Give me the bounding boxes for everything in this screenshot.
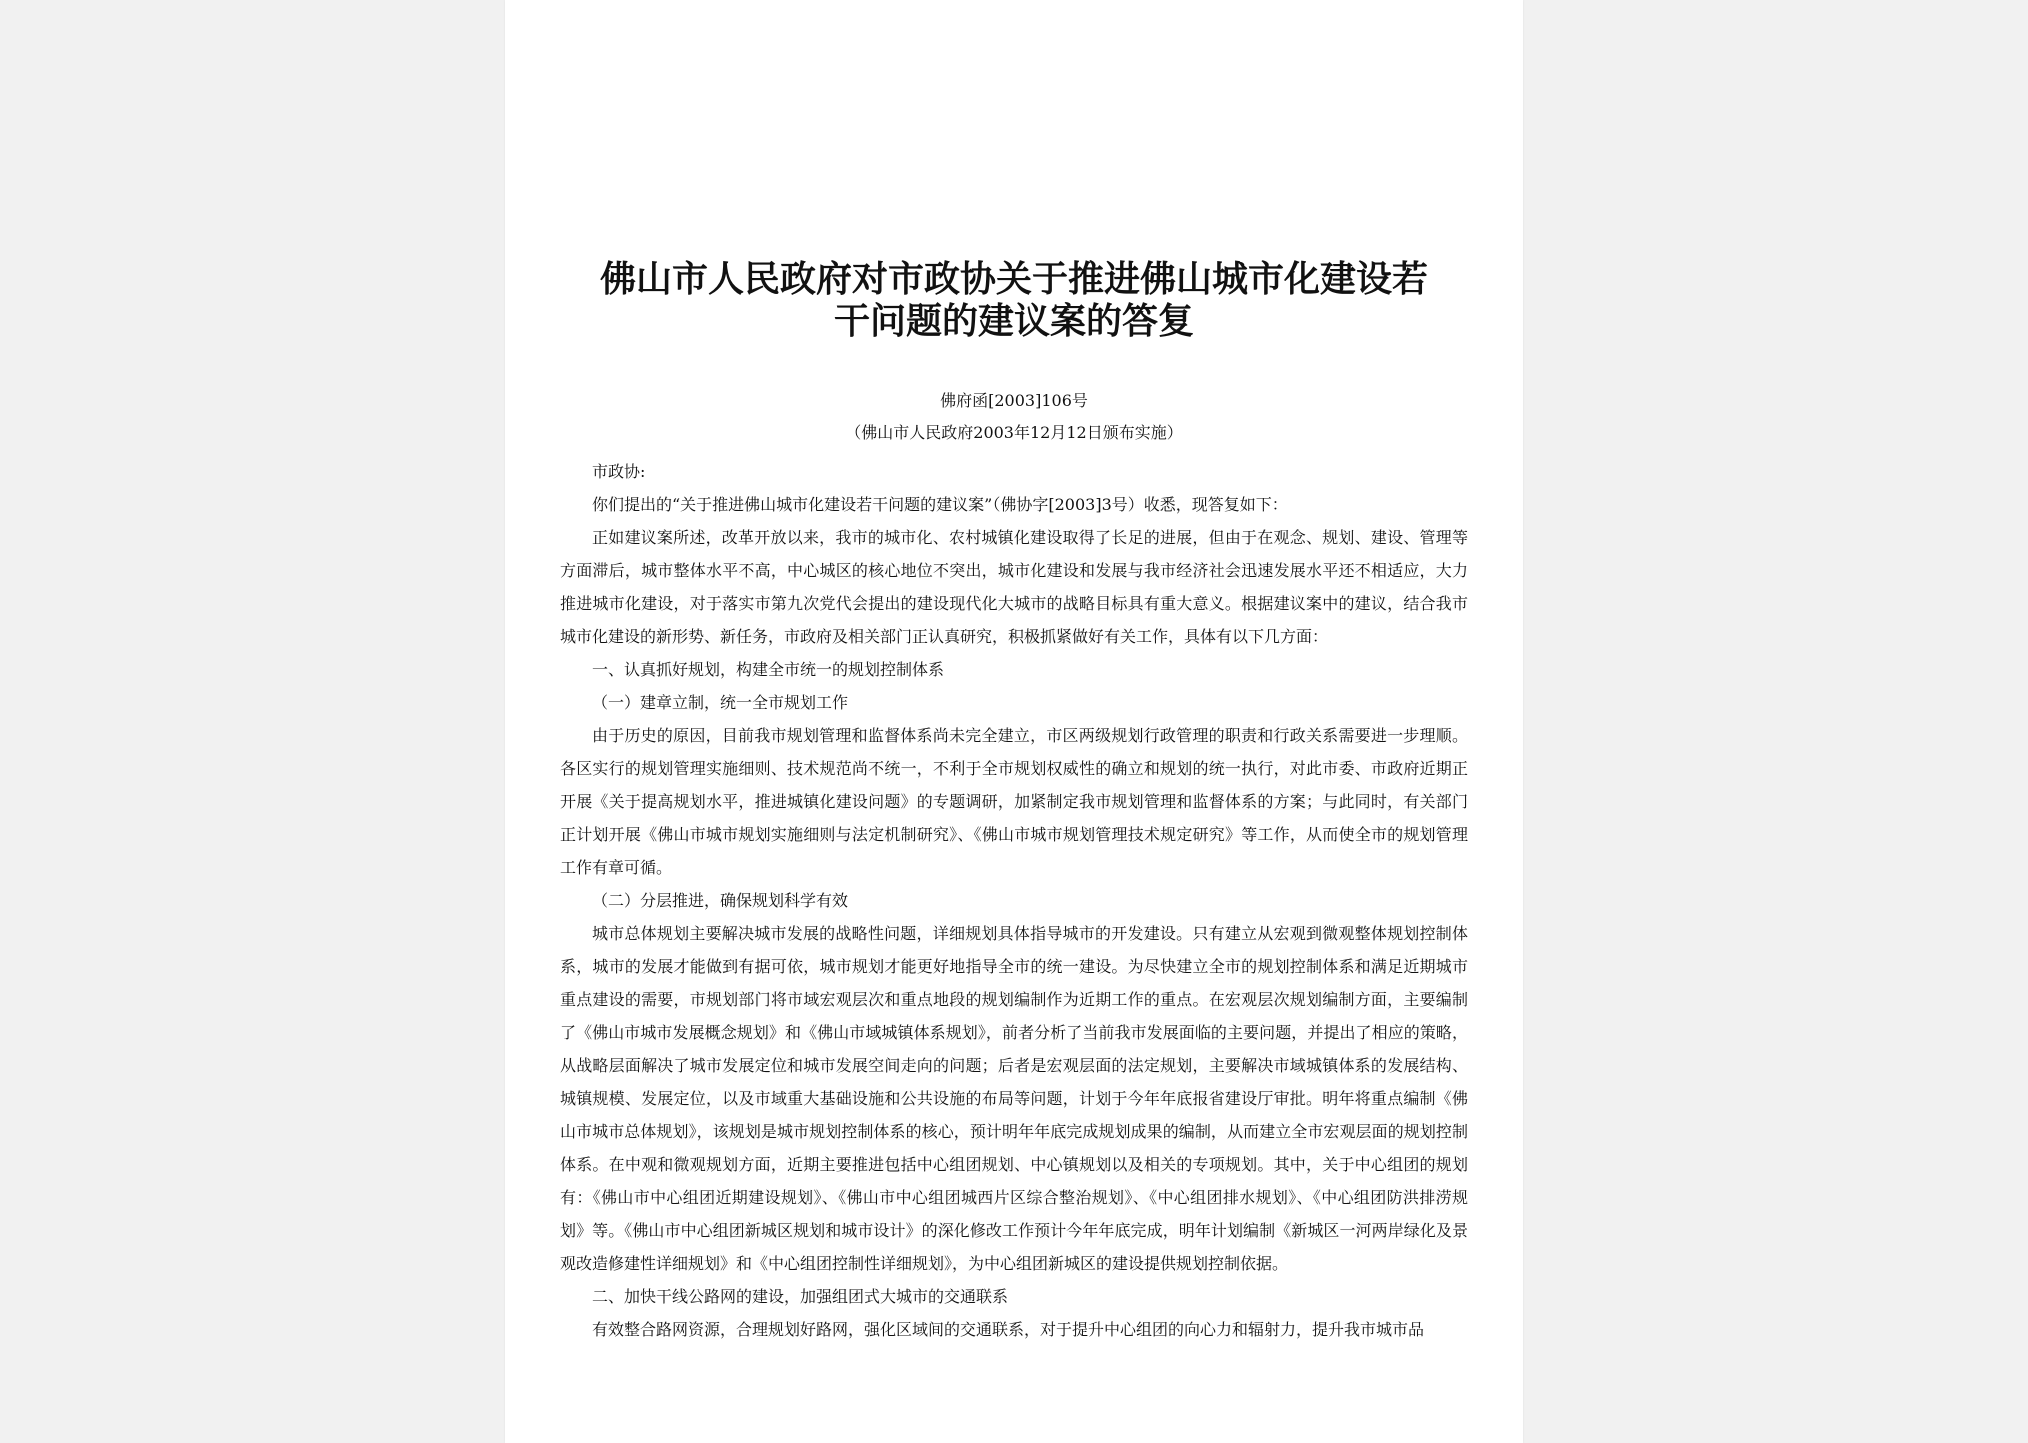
- paragraph: 正如建议案所述，改革开放以来，我市的城市化、农村城镇化建设取得了长足的进展，但由于在观念、规划、建设、管理等方面滞后，城市整体水平不高，中心城区的核心地位不突出，城市化建设和发展与我市经济社会迅速发展水平还不相适应，大力推进城市化建设，对于落实市第九次党代会提出的建设现代化大城市的战略目标具有重大意义。根据建议案中的建议，结合我市城市化建设的新形势、新任务，市政府及相关部门正认真研究，积极抓紧做好有关工作，具体有以下几方面：: [560, 528, 1468, 646]
- title-line-1: 佛山市人民政府对市政协关于推进佛山城市化建设若: [599, 258, 1428, 300]
- salutation: 市政协:: [592, 462, 646, 481]
- subsection-heading: （二）分层推进，确保规划科学有效: [592, 891, 849, 910]
- title-line-2: 干问题的建议案的答复: [833, 300, 1194, 342]
- issue-note: （佛山市人民政府2003年12月12日颁布实施）: [845, 423, 1183, 442]
- subsection-heading: （一）建章立制，统一全市规划工作: [592, 693, 849, 712]
- document-page: [505, 0, 1523, 1443]
- section-heading: 一、认真抓好规划，构建全市统一的规划控制体系: [592, 660, 945, 679]
- section-heading: 二、加快干线公路网的建设，加强组团式大城市的交通联系: [592, 1287, 1009, 1306]
- document-body: [560, 455, 1468, 1346]
- paragraph: 城市总体规划主要解决城市发展的战略性问题，详细规划具体指导城市的开发建设。只有建立从宏观到微观整体规划控制体系，城市的发展才能做到有据可依，城市规划才能更好地指导全市的统一建设。为尽快建立全市的规划控制体系和满足近期城市重点建设的需要，市规划部门将市域宏观层次和重点地段的规划编制作为近期工作的重点。在宏观层次规划编制方面，主要编制了《佛山市城市发展概念规划》和《佛山市域城镇体系规划》，前者分析了当前我市发展面临的主要问题，并提出了相应的策略，从战略层面解决了城市发展定位和城市发展空间走向的问题；后者是宏观层面的法定规划，主要解决市域城镇体系的发展结构、城镇规模、发展定位，以及市域重大基础设施和公共设施的布局等问题，计划于今年年底报省建设厅审批。明年将重点编制《佛山市城市总体规划》，该规划是城市规划控制体系的核心，预计明年年底完成规划成果的编制，从而建立全市宏观层面的规划控制体系。在中观和微观规划方面，近期主要推进包括中心组团规划、中心镇规划以及相关的专项规划。其中，关于中心组团的规划有：《佛山市中心组团近期建设规划》、《佛山市中心组团城西片区综合整治规划》、《中心组团排水规划》、《中心组团防洪排涝规划》等。《佛山市中心组团新城区规划和城市设计》的深化修改工作预计今年年底完成，明年计划编制《新城区一河两岸绿化及景观改造修建性详细规划》和《中心组团控制性详细规划》，为中心组团新城区的建设提供规划控制依据。: [560, 924, 1468, 1273]
- paragraph: 有效整合路网资源，合理规划好路网，强化区域间的交通联系，对于提升中心组团的向心力和辐射力，提升我市城市品: [592, 1320, 1425, 1339]
- paragraph: 由于历史的原因，目前我市规划管理和监督体系尚未完全建立，市区两级规划行政管理的职责和行政关系需要进一步理顺。各区实行的规划管理实施细则、技术规范尚不统一，不利于全市规划权威性的确立和规划的统一执行，对此市委、市政府近期正开展《关于提高规划水平，推进城镇化建设问题》的专题调研，加紧制定我市规划管理和监督体系的方案；与此同时，有关部门正计划开展《佛山市城市规划实施细则与法定机制研究》、《佛山市城市规划管理技术规定研究》等工作，从而使全市的规划管理工作有章可循。: [560, 726, 1468, 877]
- paragraph: 你们提出的“关于推进佛山城市化建设若干问题的建议案”（佛协字[2003]3号）收悉，现答复如下：: [592, 495, 1288, 514]
- document-title: [505, 258, 1523, 342]
- document-number: 佛府函[2003]106号: [940, 391, 1088, 410]
